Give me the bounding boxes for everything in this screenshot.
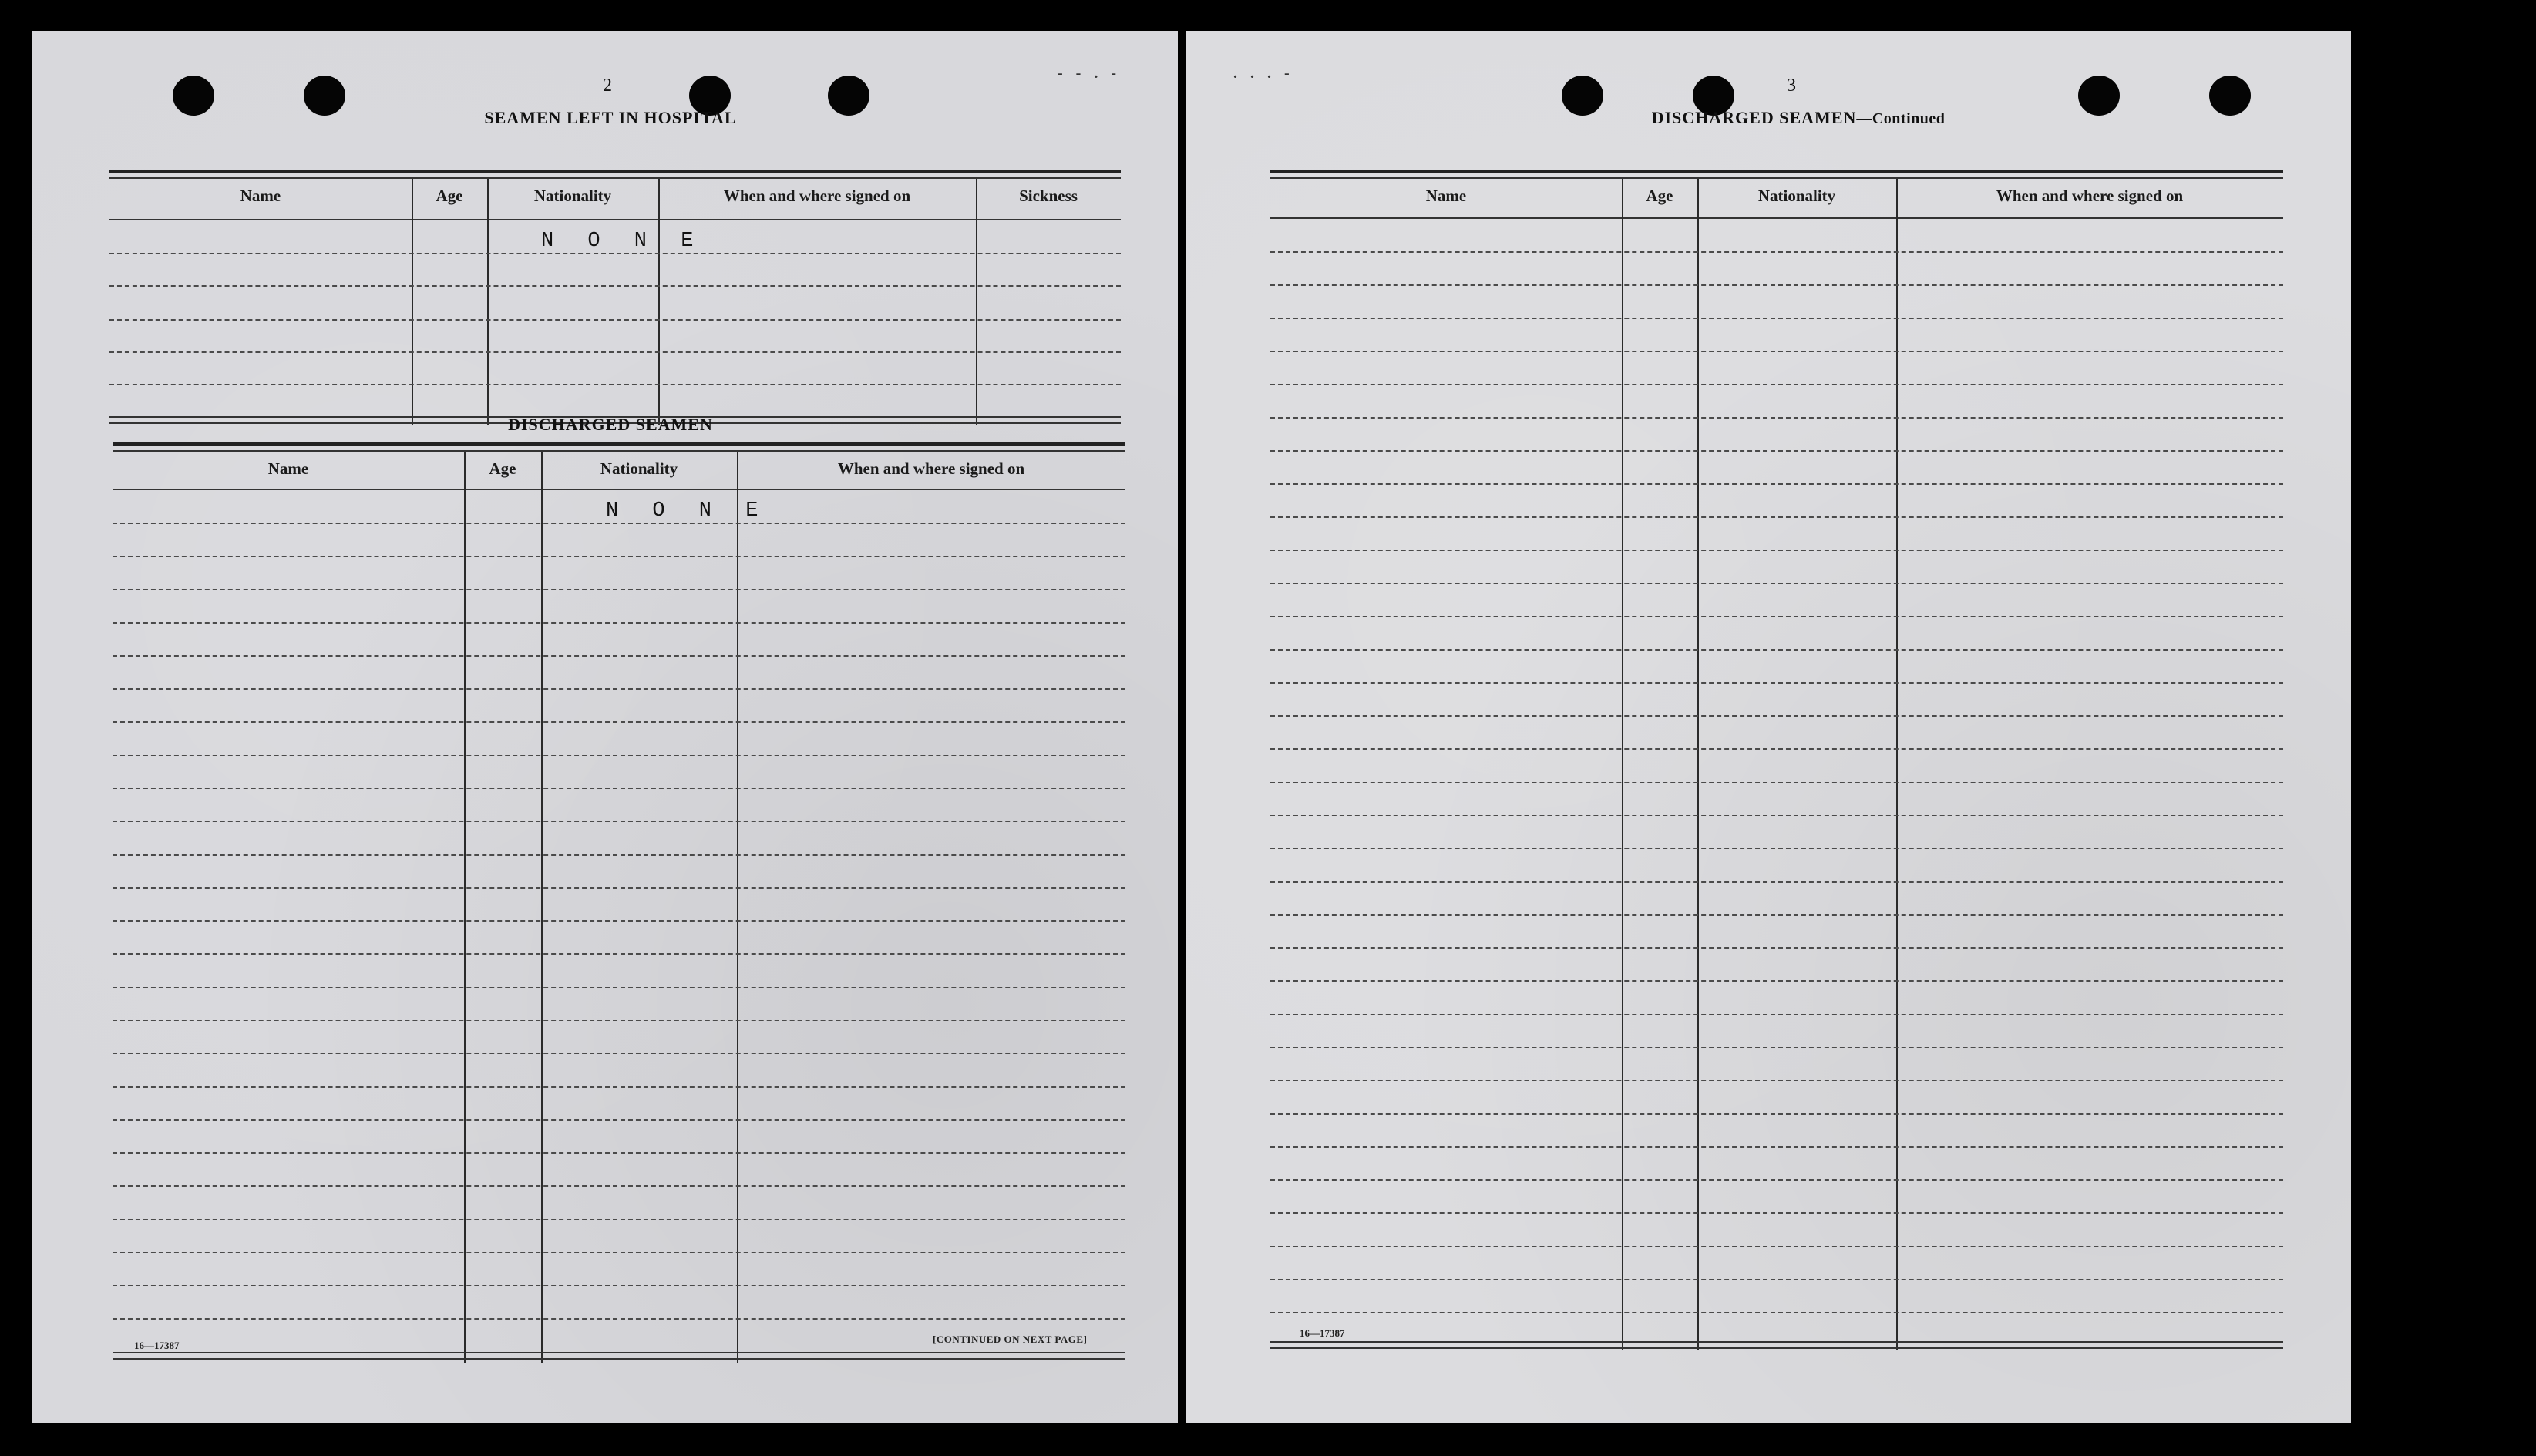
entry-line <box>109 384 1121 385</box>
entry-line <box>1270 1246 2283 1247</box>
table-top-rule <box>109 177 1121 179</box>
table-bottom-rule <box>113 1358 1125 1360</box>
header-bottom-rule <box>1270 217 2283 219</box>
table-top-rule <box>109 170 1121 173</box>
left-page <box>32 31 1178 1423</box>
entry-line <box>113 788 1125 789</box>
entry-line <box>1270 815 2283 816</box>
stamped-entry-none: N O N E <box>541 230 705 253</box>
entry-line <box>109 351 1121 353</box>
header-bottom-rule <box>109 219 1121 220</box>
entry-line <box>1270 284 2283 286</box>
column-divider <box>1697 179 1699 1350</box>
entry-line <box>113 523 1125 524</box>
entry-line <box>113 887 1125 889</box>
hospital-table <box>109 139 1121 429</box>
entry-line <box>113 821 1125 822</box>
continued-note: [CONTINUED ON NEXT PAGE] <box>933 1333 1088 1345</box>
column-header-name: Name <box>1425 187 1467 205</box>
entry-line <box>1270 351 2283 352</box>
entry-line <box>1270 384 2283 385</box>
entry-line <box>1270 782 2283 783</box>
entry-line <box>113 1119 1125 1121</box>
entry-line <box>113 1020 1125 1021</box>
header-bottom-rule <box>113 489 1125 490</box>
column-divider <box>1896 179 1898 1350</box>
form-code: 16—17387 <box>1300 1327 1345 1339</box>
column-header-age: Age <box>436 187 463 205</box>
entry-line <box>1270 616 2283 617</box>
entry-line <box>1270 251 2283 253</box>
table-top-rule <box>1270 177 2283 179</box>
entry-line <box>1270 748 2283 750</box>
table-bottom-rule <box>1270 1341 2283 1343</box>
entry-line <box>1270 1080 2283 1081</box>
entry-line <box>1270 1312 2283 1313</box>
entry-line <box>113 655 1125 657</box>
entry-line <box>113 920 1125 922</box>
entry-line <box>1270 1212 2283 1214</box>
entry-line <box>1270 649 2283 651</box>
column-header-nationality: Nationality <box>533 187 612 205</box>
entry-line <box>1270 1146 2283 1148</box>
column-header-signed-on: When and where signed on <box>837 459 1025 478</box>
column-header-signed-on: When and where signed on <box>1996 187 2184 205</box>
entry-line <box>1270 1279 2283 1280</box>
entry-line <box>1270 715 2283 717</box>
entry-line <box>1270 483 2283 485</box>
entry-line <box>113 622 1125 624</box>
entry-line <box>1270 881 2283 883</box>
discharged-section-title: DISCHARGED SEAMEN <box>508 415 713 434</box>
entry-line <box>1270 682 2283 684</box>
entry-line <box>1270 947 2283 949</box>
table-top-rule <box>1270 170 2283 173</box>
entry-line <box>1270 980 2283 982</box>
entry-line <box>113 1086 1125 1088</box>
entry-line <box>1270 550 2283 551</box>
stamped-entry-none: N O N E <box>606 499 769 523</box>
top-marks: . . . - <box>1233 65 1294 82</box>
punch-hole <box>828 76 869 116</box>
entry-line <box>113 987 1125 988</box>
column-divider <box>658 179 660 425</box>
entry-line <box>113 953 1125 955</box>
title-suffix: —Continued <box>1856 110 1946 127</box>
entry-line <box>113 755 1125 756</box>
table-bottom-rule <box>1270 1347 2283 1349</box>
column-header-sickness: Sickness <box>1019 187 1078 205</box>
right-page <box>1186 31 2351 1423</box>
entry-line <box>1270 1047 2283 1048</box>
entry-line <box>1270 583 2283 584</box>
entry-line <box>109 319 1121 321</box>
column-header-age: Age <box>1646 187 1673 205</box>
entry-line <box>113 556 1125 557</box>
entry-line <box>1270 848 2283 849</box>
page-number: 3 <box>1787 76 1796 96</box>
column-header-age: Age <box>489 459 516 478</box>
punch-hole <box>2209 76 2251 116</box>
column-divider <box>1622 179 1623 1350</box>
table-bottom-rule <box>113 1352 1125 1353</box>
hospital-section-title: SEAMEN LEFT IN HOSPITAL <box>484 108 737 127</box>
column-divider <box>487 179 489 425</box>
entry-line <box>113 721 1125 723</box>
entry-line <box>1270 914 2283 916</box>
entry-line <box>113 1285 1125 1286</box>
discharged-table <box>113 442 1125 1367</box>
page-number: 2 <box>603 76 612 96</box>
column-header-name: Name <box>267 459 309 478</box>
entry-line <box>1270 417 2283 419</box>
entry-line <box>113 1219 1125 1220</box>
table-top-rule <box>113 450 1125 452</box>
punch-hole <box>1562 76 1603 116</box>
entry-line <box>109 285 1121 287</box>
entry-line <box>1270 1014 2283 1015</box>
entry-line <box>113 589 1125 590</box>
punch-hole <box>2078 76 2120 116</box>
entry-line <box>1270 318 2283 319</box>
entry-line <box>1270 516 2283 518</box>
entry-line <box>113 1152 1125 1154</box>
entry-line <box>113 688 1125 690</box>
title-text: DISCHARGED SEAMEN <box>1651 108 1857 127</box>
entry-line <box>109 253 1121 254</box>
column-header-name: Name <box>240 187 281 205</box>
table-top-rule <box>113 442 1125 446</box>
entry-line <box>113 1318 1125 1320</box>
top-marks: - - . - <box>1058 65 1121 82</box>
column-header-nationality: Nationality <box>600 459 678 478</box>
entry-line <box>113 1252 1125 1253</box>
column-divider <box>976 179 977 425</box>
continued-table <box>1270 170 2283 1357</box>
entry-line <box>1270 1113 2283 1115</box>
column-divider <box>412 179 413 425</box>
entry-line <box>113 1053 1125 1054</box>
punch-hole <box>304 76 345 116</box>
entry-line <box>113 854 1125 856</box>
entry-line <box>1270 450 2283 452</box>
form-code: 16—17387 <box>134 1340 180 1351</box>
entry-line <box>113 1185 1125 1187</box>
column-header-nationality: Nationality <box>1757 187 1836 205</box>
column-header-signed-on: When and where signed on <box>723 187 911 205</box>
punch-hole <box>173 76 214 116</box>
discharged-continued-title <box>1617 108 1979 128</box>
entry-line <box>1270 1179 2283 1181</box>
